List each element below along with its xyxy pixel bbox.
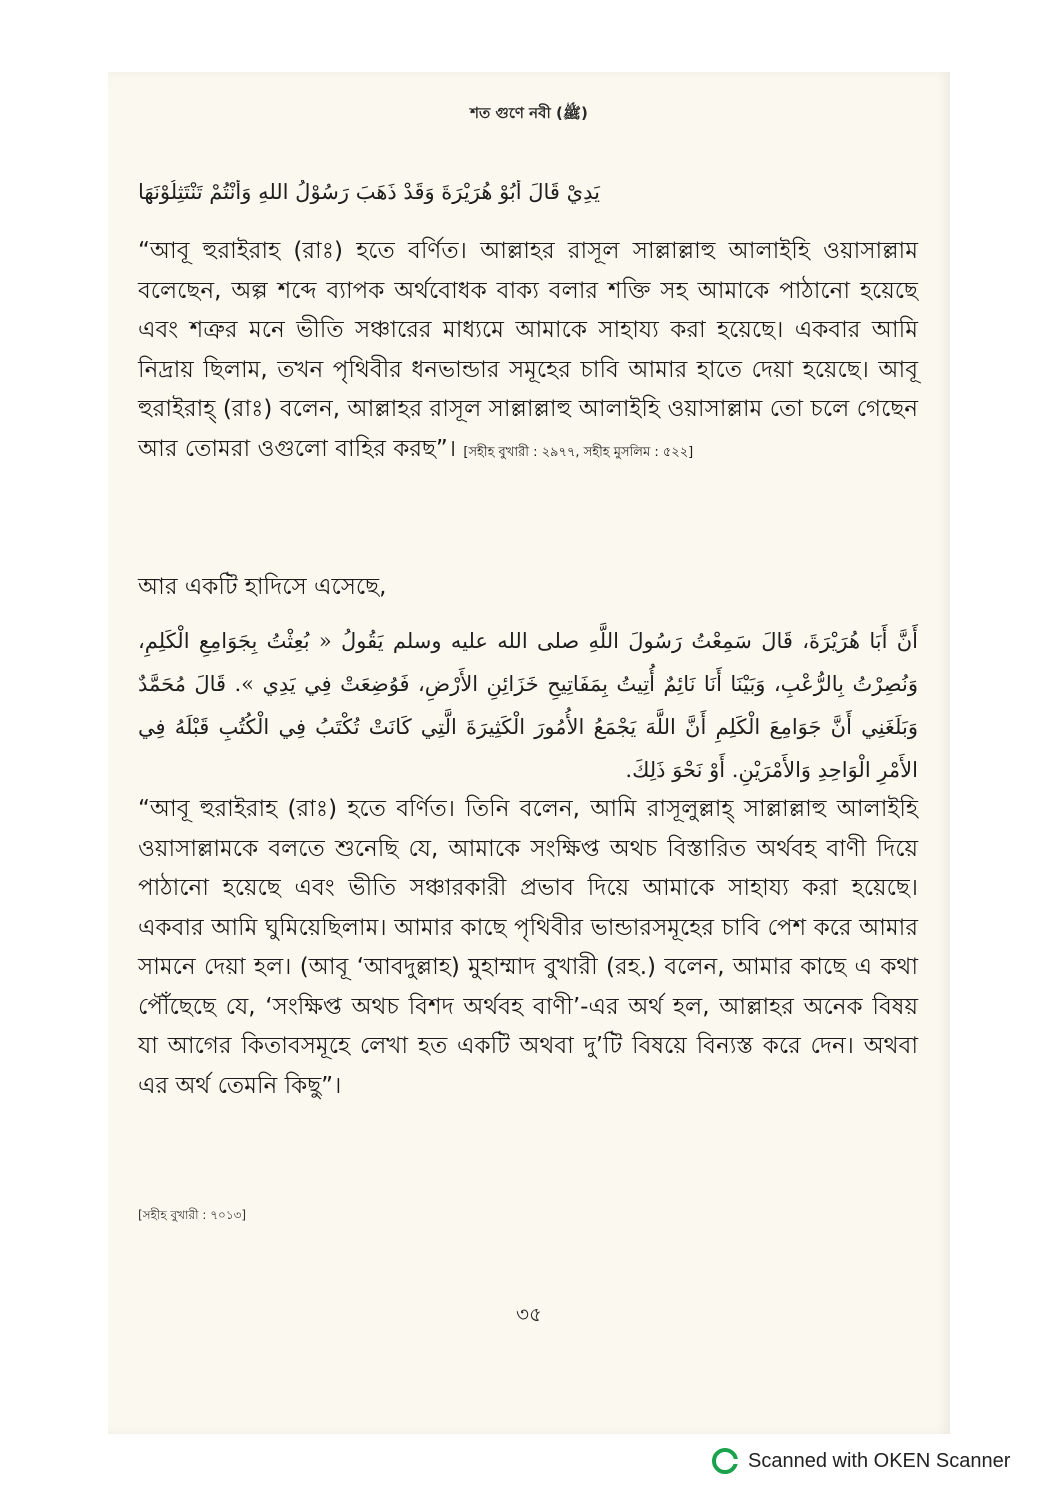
book-page	[108, 72, 950, 1434]
paragraph-1-text: “আবূ হুরাইরাহ (রাঃ) হতে বর্ণিত। আল্লাহর রাসূল সাল্লাল্লাহু আলাইহি ওয়াসাল্লাম বলেছেন, অল্প শব্দে ব্যাপক অর্থবোধক বাক্য বলার শক্তি সহ আমাকে পাঠানো হয়েছে এবং শত্রুর মনে ভীতি সঞ্চারের মাধ্যমে আমাকে সাহায্য করা হয়েছে। একবার আমি নিদ্রায় ছিলাম, তখন পৃথিবীর ধনভান্ডার সমূহের চাবি আমার হাতে দেয়া হয়েছে। আবূ হুরাইরাহ্ (রাঃ) বলেন, আল্লাহর রাসূল সাল্লাল্লাহু আলাইহি ওয়াসাল্লাম তো চলে গেছেন আর তোমরা ওগুলো বাহির করছ”।	[138, 238, 918, 462]
paragraph-2: “আবূ হুরাইরাহ (রাঃ) হতে বর্ণিত। তিনি বলেন, আমি রাসূলুল্লাহ্ সাল্লাল্লাহু আলাইহি ওয়াসাল্লামকে বলতে শুনেছি যে, আমাকে সংক্ষিপ্ত অথচ বিস্তারিত অর্থবহ বাণী দিয়ে পাঠানো হয়েছে এবং ভীতি সঞ্চারকারী প্রভাব দিয়ে আমাকে সাহায্য করা হয়েছে। একবার আমি ঘুমিয়েছিলাম। আমার কাছে পৃথিবীর ভান্ডারসমূহের চাবি পেশ করে আমার সামনে দেয়া হল। (আবূ ‘আবদুল্লাহ) মুহাম্মাদ বুখারী (রহ.) বলেন, আমার কাছে এ কথা পৌঁছেছে যে, ‘সংক্ষিপ্ত অথচ বিশদ অর্থবহ বাণী’-এর অর্থ হল, আল্লাহর অনেক বিষয় যা আগের কিতাবসমূহে লেখা হত একটি অথবা দু’টি বিষয়ে বিন্যস্ত করে দেন। অথবা এর অর্থ তেমনি কিছু”।	[138, 796, 918, 1099]
running-head: শত গুণে নবী (ﷺ)	[470, 104, 588, 122]
intro-line: আর একটি হাদিসে এসেছে,	[138, 574, 387, 600]
paragraph-1	[138, 232, 918, 472]
arabic-hadith: أَنَّ أَبَا هُرَيْرَةَ، قَالَ سَمِعْتُ رَسُولَ اللَّهِ صلى الله عليه وسلم يَقُولُ « بُعِثْتُ بِجَوَامِعِ الْكَلِمِ، وَنُصِرْتُ بِالرُّعْبِ، وَبَيْنَا أَنَا نَائِمٌ أُتِيتُ بِمَفَاتِيحِ خَزَائِنِ الأَرْضِ، فَوُضِعَتْ فِي يَدِي ». قَالَ مُحَمَّدٌ وَبَلَغَنِي أَنَّ جَوَامِعَ الْكَلِمِ أَنَّ اللَّهَ يَجْمَعُ الأُمُورَ الْكَثِيرَةَ الَّتِي كَانَتْ تُكْتَبُ فِي الْكُتُبِ قَبْلَهُ فِي الأَمْرِ الْوَاحِدِ وَالأَمْرَيْنِ. أَوْ نَحْوَ ذَلِكَ.	[138, 629, 918, 782]
scanner-footer-text: Scanned with OKEN Scanner	[748, 1449, 1011, 1472]
page-number: ৩৫	[516, 1302, 542, 1326]
oken-logo-icon	[712, 1448, 738, 1474]
paragraph-1-reference: [সহীহ বুখারী : ২৯৭৭, সহীহ মুসলিম : ৫২২]	[463, 444, 694, 460]
reference-2: [সহীহ বুখারী : ৭০১৩]	[138, 1208, 247, 1222]
arabic-top-line: يَدِيْ قَالَ أَبُوْ هُرَيْرَةَ وَقَدْ ذَهَبَ رَسُوْلُ اللهِ وَأَنْتُمْ تَنْتَثِلُوْنَهَا	[138, 180, 600, 204]
scanner-footer	[712, 1448, 1010, 1474]
